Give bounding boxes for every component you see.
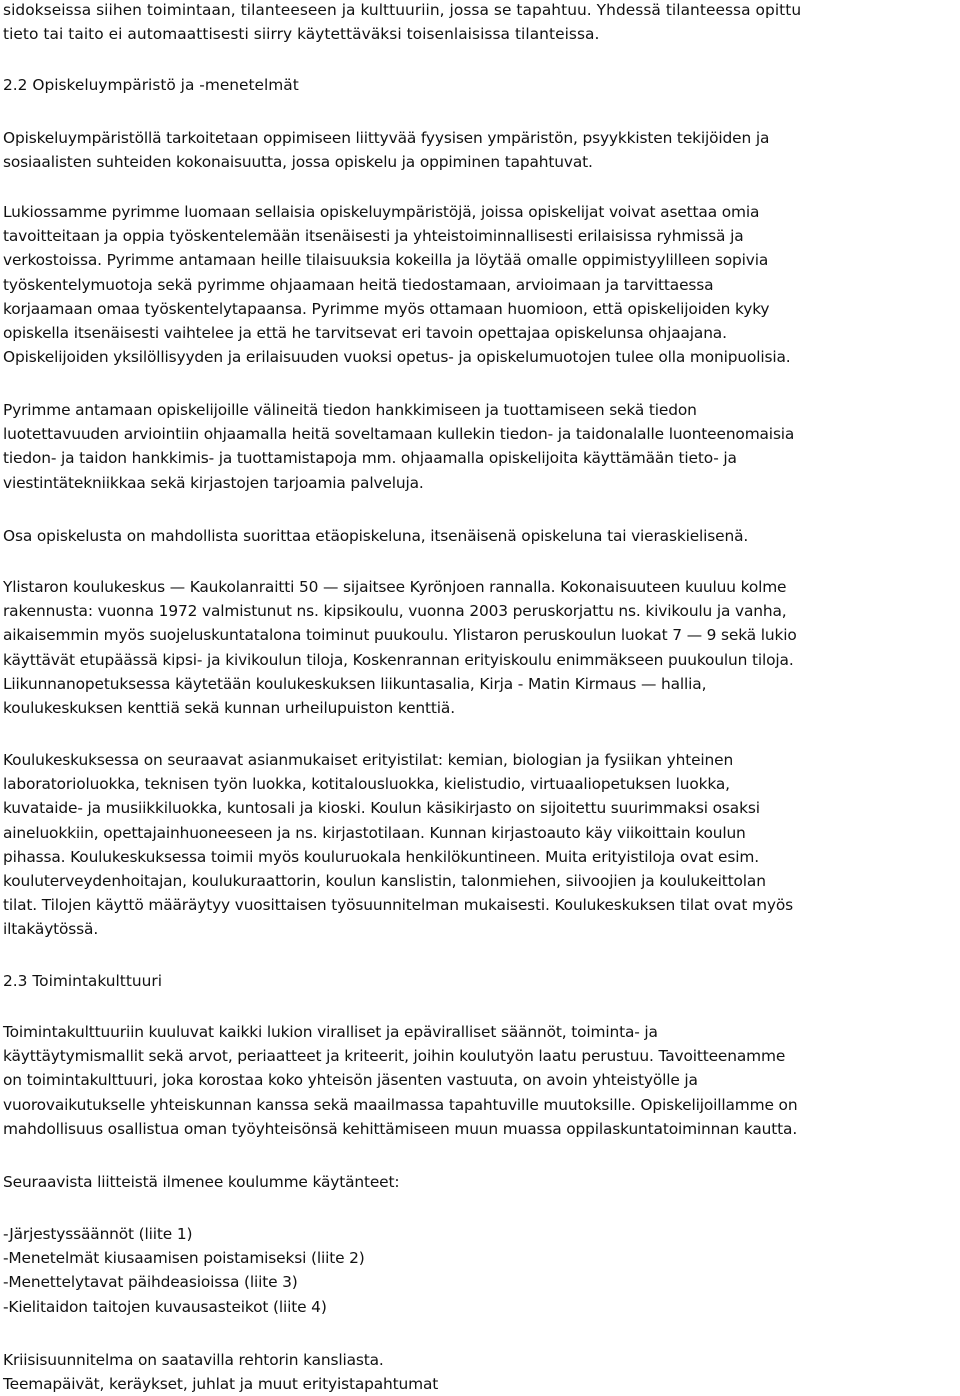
text-line: kuvataide- ja musiikkiluokka, kuntosali ja kioski. Koulun käsikirjasto on sijoitettu suurimmaksi osaksi bbox=[3, 799, 760, 818]
definition-paragraph bbox=[3, 126, 769, 174]
paragraph-information-skills bbox=[3, 398, 794, 495]
section-heading-2-3: 2.3 Toimintakulttuuri bbox=[3, 972, 162, 990]
text-line: käyttäytymismallit sekä arvot, periaatteet ja kriteerit, joihin koulutyön laatu perustuu. Tavoitteenamme bbox=[3, 1047, 786, 1066]
list-item: -Kielitaidon taitojen kuvausasteikot (liite 4) bbox=[3, 1297, 327, 1316]
paragraph-operating-culture bbox=[3, 1020, 797, 1141]
text-line: Toimintakulttuuriin kuuluvat kaikki lukion viralliset ja epäviralliset säännöt, toiminta- ja bbox=[3, 1023, 658, 1041]
text-line: työskentelymuotoja sekä pyrimme ohjaamaan heitä tiedostamaan, arvioimaan ja tarvittaessa bbox=[3, 275, 714, 294]
text-line: Teemapäivät, keräykset, juhlat ja muut erityistapahtumat bbox=[3, 1375, 439, 1394]
text-line: laboratorioluokka, teknisen työn luokka, kotitalousluokka, kielistudio, virtuaaliopetuksen luokka, bbox=[3, 775, 730, 794]
text-line: vuorovaikutukselle yhteiskunnan kanssa sekä maailmassa tapahtuville muutoksille. Opiskelijoillamme on bbox=[3, 1095, 798, 1114]
list-item: -Järjestyssäännöt (liite 1) bbox=[3, 1225, 193, 1243]
text-line: pihassa. Koulukeskuksessa toimii myös kouluruokala henkilökuntineen. Muita erityistiloja ovat esim. bbox=[3, 847, 759, 866]
text-line: Liikunnanopetuksessa käytetään koulukeskuksen liikuntasalia, Kirja - Matin Kirmaus — hallia, bbox=[3, 674, 707, 693]
text-line: kouluterveydenhoitajan, koulukuraattorin, koulun kanslistin, talonmiehen, siivoojien ja koulukeittolan bbox=[3, 872, 766, 891]
paragraph-learning-environments bbox=[3, 200, 791, 369]
paragraph-school-center bbox=[3, 575, 797, 720]
text-line: Lukiossamme pyrimme luomaan sellaisia opiskeluympäristöjä, joissa opiskelijat voivat asettaa omia bbox=[3, 203, 760, 221]
text-line: Pyrimme antamaan opiskelijoille välineitä tiedon hankkimiseen ja tuottamiseen sekä tiedon bbox=[3, 401, 697, 419]
text-line: luotettavuuden arviointiin ohjaamalla heitä soveltamaan kullekin tiedon- ja taidonalalle luonteenomaisia bbox=[3, 425, 795, 444]
section-heading-2-2: 2.2 Opiskeluympäristö ja -menetelmät bbox=[3, 76, 299, 94]
text-line: aikaisemmin myös suojeluskuntatalona toiminut puukoulu. Ylistaron peruskoulun luokat 7 — 9 sekä lukio bbox=[3, 626, 797, 645]
text-line: verkostoissa. Pyrimme antamaan heille tilaisuuksia kokeilla ja löytää omalle oppimistyylilleen sopivia bbox=[3, 251, 769, 270]
text-line: mahdollisuus osallistua oman työyhteisönsä kehittämiseen muun muassa oppilaskuntatoiminnan kautta. bbox=[3, 1119, 798, 1138]
text-line: koulukeskuksen kenttiä sekä kunnan urheilupuiston kenttiä. bbox=[3, 699, 455, 718]
paragraph-distance-learning bbox=[3, 524, 748, 548]
text-line: aineluokkiin, opettajainhuoneeseen ja ns. kirjastotilaan. Kunnan kirjastoauto käy viikoittain koulun bbox=[3, 823, 746, 842]
text-line: käyttävät etupäässä kipsi- ja kivikoulun tiloja, Koskenrannan erityiskoulu enimmäkseen puukoulun tiloja. bbox=[3, 650, 794, 669]
text-line: Kriisisuunnitelma on saatavilla rehtorin kansliasta. bbox=[3, 1351, 384, 1369]
text-line: Ylistaron koulukeskus — Kaukolanraitti 50 — sijaitsee Kyrönjoen rannalla. Kokonaisuuteen kuuluu kolme bbox=[3, 578, 787, 596]
list-item: -Menettelytavat päihdeasioissa (liite 3) bbox=[3, 1273, 298, 1292]
appendix-list bbox=[3, 1222, 365, 1319]
text-line: korjaamaan omaa työskentelytapaansa. Pyrimme myös ottamaan huomioon, että opiskelijoiden kyky bbox=[3, 299, 770, 318]
closing-paragraph bbox=[3, 1348, 438, 1396]
text-line: sosiaalisten suhteiden kokonaisuutta, jossa opiskelu ja oppiminen tapahtuvat. bbox=[3, 153, 593, 172]
text-line: on toimintakulttuuri, joka korostaa koko yhteisön jäsenten vastuuta, on avoin yhteistyölle ja bbox=[3, 1071, 698, 1090]
text-line: tilat. Tilojen käyttö määräytyy vuosittaisen työsuunnitelman mukaisesti. Koulukeskuksen tilat ovat myös bbox=[3, 896, 793, 915]
text-line: rakennusta: vuonna 1972 valmistunut ns. kipsikoulu, vuonna 2003 peruskorjattu ns. kivikoulu ja vanha, bbox=[3, 602, 787, 621]
text-line: Koulukeskuksessa on seuraavat asianmukaiset erityistilat: kemian, biologian ja fysiikan yhteinen bbox=[3, 751, 734, 769]
list-item: -Menetelmät kiusaamisen poistamiseksi (liite 2) bbox=[3, 1249, 365, 1268]
text-line: sidokseissa siihen toimintaan, tilanteeseen ja kulttuuriin, jossa se tapahtuu. Yhdessä tilanteessa opittu bbox=[3, 1, 802, 19]
paragraph-special-facilities bbox=[3, 748, 793, 942]
text-line: viestintätekniikkaa sekä kirjastojen tarjoamia palveluja. bbox=[3, 473, 424, 492]
text-line: opiskella itsenäisesti vaihtelee ja että he tarvitsevat eri tavoin opettajaa opiskelunsa ohjaajana. bbox=[3, 324, 727, 343]
text-line: tiedon- ja taidon hankkimis- ja tuottamistapoja mm. ohjaamalla opiskelijoita käyttämään tieto- ja bbox=[3, 449, 737, 468]
text-line: tieto tai taito ei automaattisesti siirry käytettäväksi toisenlaisissa tilanteissa. bbox=[3, 25, 600, 44]
text-line: iltakäytössä. bbox=[3, 920, 99, 939]
appendix-intro: Seuraavista liitteistä ilmenee koulumme käytänteet: bbox=[3, 1173, 400, 1191]
intro-paragraph bbox=[3, 0, 801, 46]
text-line: Opiskeluympäristöllä tarkoitetaan oppimiseen liittyvää fyysisen ympäristön, psyykkisten tekijöiden ja bbox=[3, 129, 770, 147]
text-line: tavoitteitaan ja oppia työskentelemään itsenäisesti ja yhteistoiminnallisesti erilaisissa ryhmissä ja bbox=[3, 227, 744, 246]
text-line: Opiskelijoiden yksilöllisyyden ja erilaisuuden vuoksi opetus- ja opiskelumuotojen tulee olla monipuolisia. bbox=[3, 348, 791, 367]
text-line: Osa opiskelusta on mahdollista suorittaa etäopiskeluna, itsenäisenä opiskeluna tai vieraskielisenä. bbox=[3, 527, 749, 545]
